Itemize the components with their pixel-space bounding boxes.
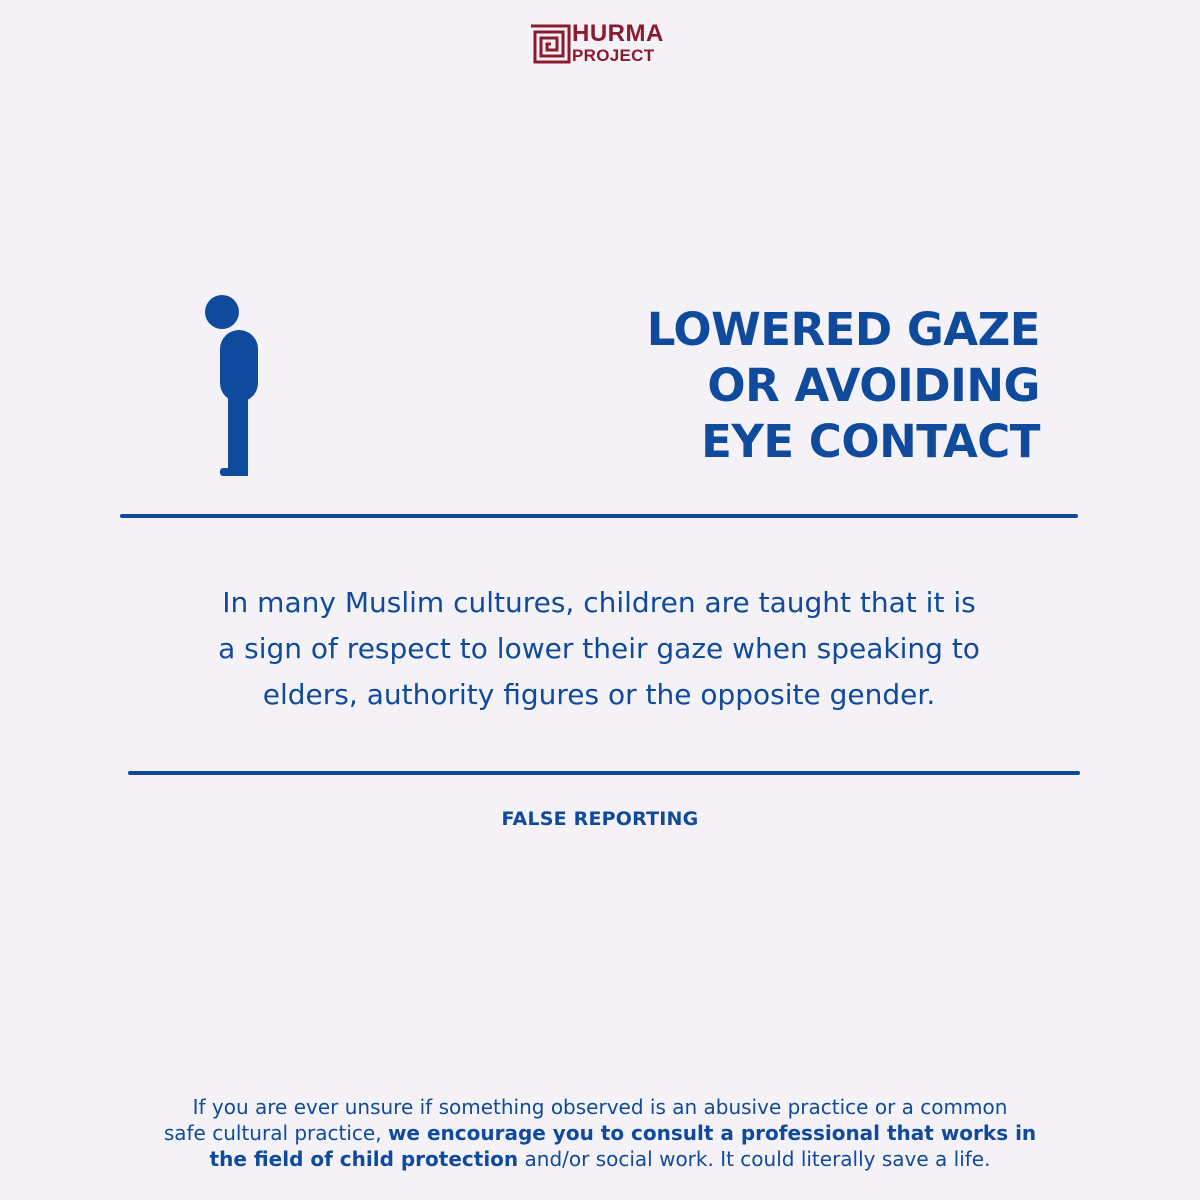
footer-line <box>100 1094 1100 1120</box>
title-line: LOWERED GAZE <box>646 303 1040 356</box>
footer-line <box>100 1146 1100 1172</box>
logo-mark-icon <box>529 22 571 66</box>
divider-bottom <box>128 771 1080 775</box>
person-lowered-gaze-icon <box>200 292 264 482</box>
footer-text: If you are ever unsure if something observed is an abusive practice or a common <box>192 1095 1008 1119</box>
footer-text: safe cultural practice, <box>163 1121 388 1145</box>
description-line: elders, authority figures or the opposite gender. <box>262 678 936 711</box>
description-line: In many Muslim cultures, children are taught that it is <box>222 586 976 619</box>
footer-emphasis: the field of child protection <box>209 1147 519 1171</box>
footer-disclaimer <box>100 1094 1100 1172</box>
footer-line <box>100 1120 1100 1146</box>
page-title <box>520 302 1040 470</box>
section-label: FALSE REPORTING <box>501 808 699 830</box>
logo-wordmark: HURMA <box>572 20 664 47</box>
logo-subtitle: PROJECT <box>572 46 655 65</box>
footer-emphasis: we encourage you to consult a professional that works in <box>387 1121 1037 1145</box>
title-line: OR AVOIDING <box>707 359 1040 412</box>
title-line: EYE CONTACT <box>701 415 1040 468</box>
description-line: a sign of respect to lower their gaze when speaking to <box>218 632 980 665</box>
description <box>120 580 1078 718</box>
footer-text: and/or social work. It could literally save a life. <box>518 1147 991 1171</box>
divider-top <box>120 514 1078 518</box>
hurma-project-logo <box>529 22 679 68</box>
